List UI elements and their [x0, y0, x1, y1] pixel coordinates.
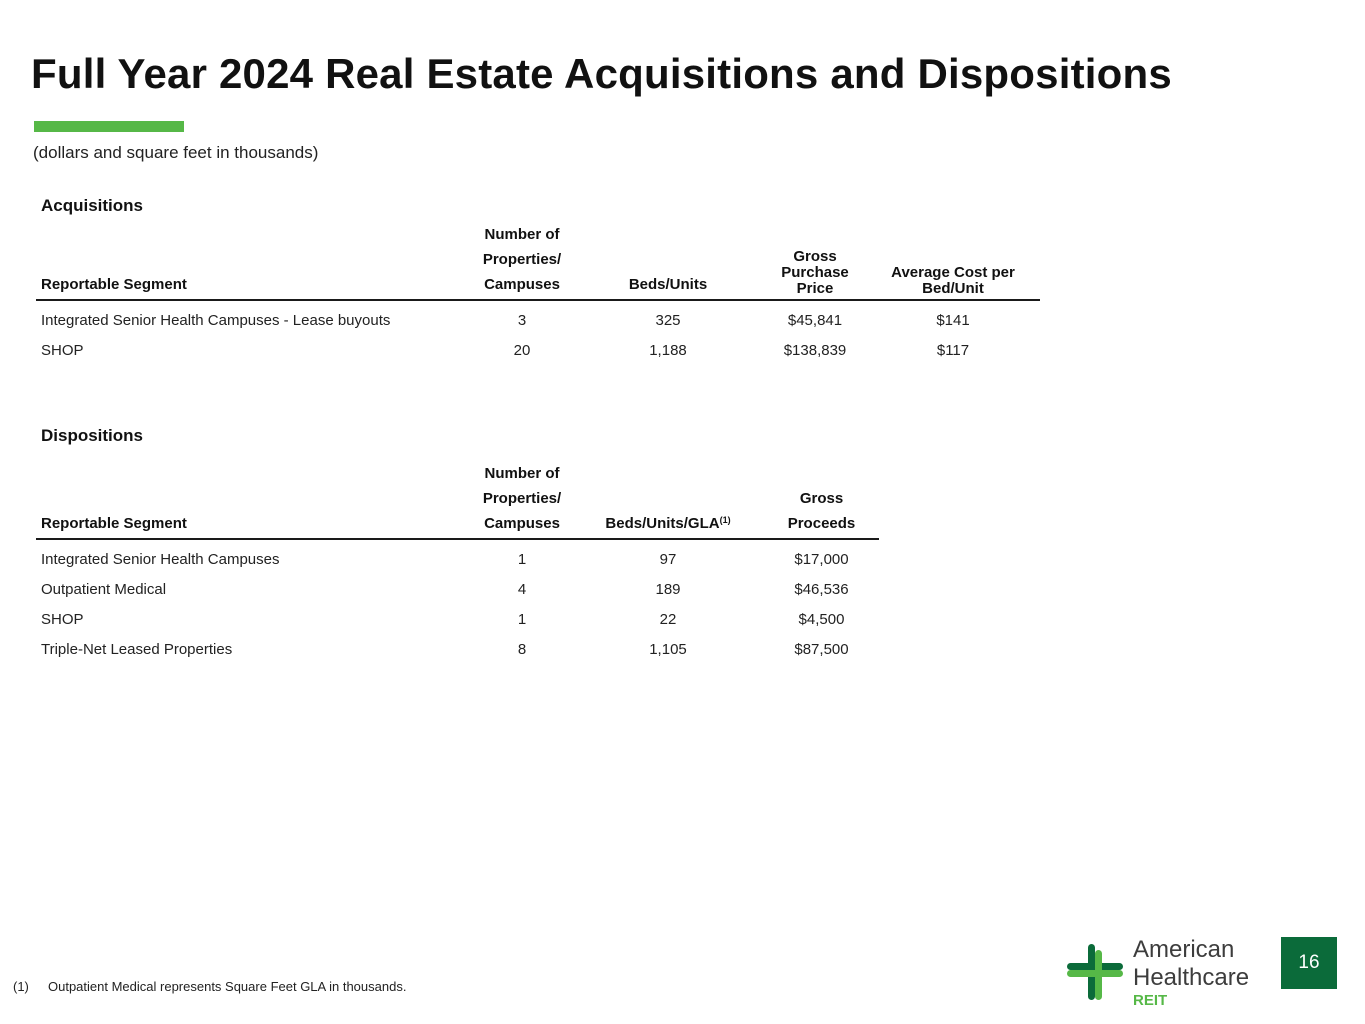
- title-accent-bar: [34, 121, 184, 132]
- units-subtitle: (dollars and square feet in thousands): [33, 143, 319, 162]
- header-number-of-properties: Number of Properties/ Campuses: [472, 222, 572, 300]
- header-number-of-properties: Number of Properties/ Campuses: [472, 461, 572, 539]
- header-reportable-segment: Reportable Segment: [36, 222, 472, 300]
- segment-cell: Triple-Net Leased Properties: [41, 640, 233, 658]
- proceeds-cell: $17,000: [794, 550, 849, 568]
- page-title: Full Year 2024 Real Estate Acquisitions and Dispositions: [31, 50, 1172, 97]
- count-cell: 20: [513, 341, 531, 359]
- table-header-row: [36, 222, 1040, 300]
- table-row: [36, 634, 879, 664]
- segment-cell: Outpatient Medical: [41, 580, 167, 598]
- acquisitions-table: [36, 222, 1040, 365]
- header-average-cost-per-bed: Average Cost per Bed/Unit: [866, 222, 1040, 300]
- beds-cell: 1,105: [649, 640, 687, 658]
- table-row: [36, 574, 879, 604]
- footnote-marker: (1): [719, 515, 731, 525]
- header-gross-proceeds: Gross Proceeds: [764, 461, 879, 539]
- dispositions-table: [36, 461, 879, 664]
- table-row: [36, 300, 1040, 335]
- count-cell: 3: [517, 311, 527, 329]
- segment-cell: SHOP: [41, 341, 84, 359]
- logo-word-american: American: [1133, 936, 1235, 963]
- beds-cell: 1,188: [649, 341, 687, 359]
- price-cell: $138,839: [783, 341, 847, 359]
- table-row: [36, 335, 1040, 365]
- table-row: [36, 604, 879, 634]
- header-beds-units-gla: Beds/Units/GLA$^{(1)}$: [572, 461, 764, 539]
- header-beds-units: Beds/Units: [572, 222, 764, 300]
- avg-cost-cell: $117: [936, 341, 970, 359]
- footnote: [13, 979, 406, 994]
- footnote-text: Outpatient Medical represents Square Feet GLA in thousands.: [48, 979, 407, 994]
- count-cell: 4: [517, 580, 527, 598]
- proceeds-cell: $87,500: [794, 640, 849, 658]
- count-cell: 1: [517, 610, 527, 628]
- beds-cell: 22: [659, 610, 677, 628]
- company-logo: [1066, 936, 1266, 1016]
- beds-cell: 189: [655, 580, 681, 598]
- header-gross-purchase-price: Gross Purchase Price: [764, 222, 866, 300]
- dispositions-section-title: Dispositions: [41, 426, 144, 445]
- beds-cell: 325: [655, 311, 681, 329]
- logo-word-healthcare: Healthcare: [1133, 964, 1250, 991]
- cross-logo-icon: [1066, 942, 1124, 1006]
- page-number: 16: [1281, 937, 1337, 989]
- logo-wordmark: [1133, 936, 1249, 1009]
- count-cell: 8: [517, 640, 527, 658]
- table-header-row: [36, 461, 879, 539]
- acquisitions-section-title: Acquisitions: [41, 196, 144, 215]
- segment-cell: SHOP: [41, 610, 84, 628]
- header-reportable-segment: Reportable Segment: [36, 461, 472, 539]
- beds-cell: 97: [659, 550, 677, 568]
- table-row: [36, 539, 879, 574]
- footnote-number: (1): [13, 979, 29, 994]
- proceeds-cell: $46,536: [794, 580, 849, 598]
- count-cell: 1: [517, 550, 527, 568]
- segment-cell: Integrated Senior Health Campuses: [41, 550, 280, 568]
- segment-cell: Integrated Senior Health Campuses - Lease buyouts: [41, 311, 391, 329]
- logo-word-reit: REIT: [1133, 992, 1168, 1009]
- avg-cost-cell: $141: [936, 311, 970, 329]
- price-cell: $45,841: [787, 311, 843, 329]
- proceeds-cell: $4,500: [798, 610, 845, 628]
